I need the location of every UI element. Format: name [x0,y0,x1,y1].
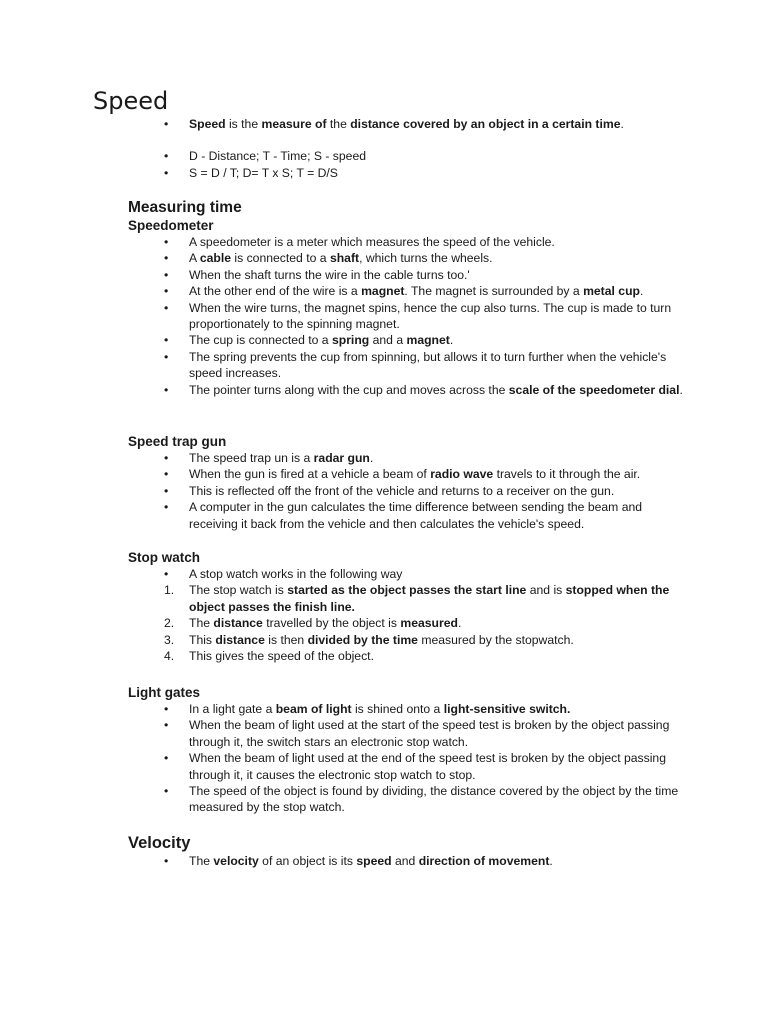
list-item: • The cup is connected to a spring and a magnet. [128,332,688,348]
page-title: Speed [93,87,169,115]
list-item: • The velocity of an object is its speed and direction of movement. [128,853,688,869]
measuring-section [128,199,688,398]
bold-text: divided by the time [307,632,418,647]
subheading-speedometer: Speedometer [128,218,214,233]
bullet-icon [164,234,184,250]
bold-text: started as the object passes the start line [287,583,527,598]
bold-text: velocity [213,854,259,868]
list-item: • At the other end of the wire is a magnet. The magnet is surrounded by a metal cup. [128,283,688,299]
numbered-step: 2. The distance travelled by the object is measured. [164,616,462,631]
section-heading-velocity: Velocity [128,834,191,852]
bold-text: stopped when the object passes the finish line. [189,583,670,614]
section-heading-measuring-time: Measuring time [128,199,242,216]
light-gates-list [128,701,688,816]
stop-watch-section [128,549,688,664]
velocity-section [128,833,688,869]
bold-text: magnet [361,284,405,299]
list-item: • A speedometer is a meter which measures the speed of the vehicle. [128,234,688,250]
bullet-icon [164,499,184,515]
bold-text: Speed [189,117,226,131]
bullet-icon [164,148,184,164]
step-number: 3. [164,632,175,647]
bold-text: radio wave [430,467,494,482]
bullet-icon [164,466,184,482]
list-item: • The spring prevents the cup from spinning, but allows it to turn further when the vehicle's speed increases. [128,349,688,382]
numbered-step: 4. This gives the speed of the object. [164,649,374,664]
step-number: 4. [164,649,175,664]
bold-text: distance covered by an object in a certain time [350,117,621,131]
light-gates-section [128,684,688,816]
bullet-icon [164,349,184,365]
list-item: • A computer in the gun calculates the time difference between sending the beam and receiving it back from the vehicle and then calculates the vehicle's speed. [128,499,688,532]
bold-text: measured [400,616,458,631]
bold-text: beam of light [275,702,352,716]
list-item: • Speed is the measure of the distance covered by an object in a certain time. [128,116,688,132]
bold-text: shaft [329,251,360,266]
list-item: • A cable is connected to a shaft, which turns the wheels. [128,250,688,266]
velocity-list [128,853,688,869]
intro-list [128,116,688,181]
bold-text: spring [331,333,370,348]
bullet-icon [164,717,184,733]
bullet-icon [164,566,184,582]
bold-text: speed [356,854,392,868]
list-item: • The speed of the object is found by dividing, the distance covered by the object by the time measured by the stop watch. [128,783,688,816]
bullet-icon [164,267,184,283]
list-item: • When the gun is fired at a vehicle a beam of radio wave travels to it through the air. [128,466,688,482]
bullet-icon [164,332,184,348]
blank-line [128,132,688,148]
numbered-step: 3. This distance is then divided by the time measured by the stopwatch. [164,632,574,647]
bullet-icon [164,250,184,266]
list-item: • A stop watch works in the following way [128,566,688,582]
bullet-icon [164,853,184,869]
numbered-step: 1. The stop watch is started as the object passes the start line and is stopped when the object passes the finish line. [164,583,670,614]
bold-text: magnet [406,333,450,348]
bold-text: distance [213,616,263,631]
bullet-icon [164,382,184,398]
bullet-icon [164,450,184,466]
list-item: • When the wire turns, the magnet spins, hence the cup also turns. The cup is made to turn proportionately to the spinning magnet. [128,300,688,333]
bullet-icon [164,283,184,299]
list-item: • S = D / T; D= T x S; T = D/S [128,165,688,181]
bold-text: scale of the speedometer dial [508,382,680,397]
bold-text: distance [215,632,265,647]
list-item: • This is reflected off the front of the vehicle and returns to a receiver on the gun. [128,483,688,499]
bullet-icon [164,116,184,132]
list-item: • When the beam of light used at the start of the speed test is broken by the object passing through it, the switch stars an electronic stop watch. [128,717,688,750]
speedometer-list [128,234,688,398]
bullet-icon [164,750,184,766]
bold-text: direction of movement [418,854,550,868]
subheading-speed-trap-gun: Speed trap gun [128,434,227,449]
intro-section [128,116,688,181]
list-item: • D - Distance; T - Time; S - speed [128,148,688,164]
bullet-icon [164,300,184,316]
list-item: • The pointer turns along with the cup and moves across the scale of the speedometer dial. [128,382,688,398]
stop-watch-steps [128,582,688,664]
list-item: • In a light gate a beam of light is shined onto a light-sensitive switch. [128,701,688,717]
step-number: 1. [164,583,175,598]
bold-text: radar gun [313,451,370,465]
bullet-icon [164,783,184,799]
list-item: • When the beam of light used at the end of the speed test is broken by the object passing through it, it causes the electronic stop watch to stop. [128,750,688,783]
bullet-icon [164,165,184,181]
bold-text: cable [199,251,232,266]
subheading-stop-watch: Stop watch [128,550,201,565]
trap-gun-section [128,433,688,532]
list-item: • When the shaft turns the wire in the cable turns too.' [128,267,688,283]
bold-text: metal cup [583,284,640,299]
bold-text: light-sensitive switch. [443,702,571,716]
trap-gun-list [128,450,688,532]
stop-watch-list [128,566,688,582]
subheading-light-gates: Light gates [128,685,201,700]
list-item: • The speed trap un is a radar gun. [128,450,688,466]
step-number: 2. [164,616,175,631]
bullet-icon [164,701,184,717]
bullet-icon [164,483,184,499]
bold-text: measure of [261,117,327,131]
